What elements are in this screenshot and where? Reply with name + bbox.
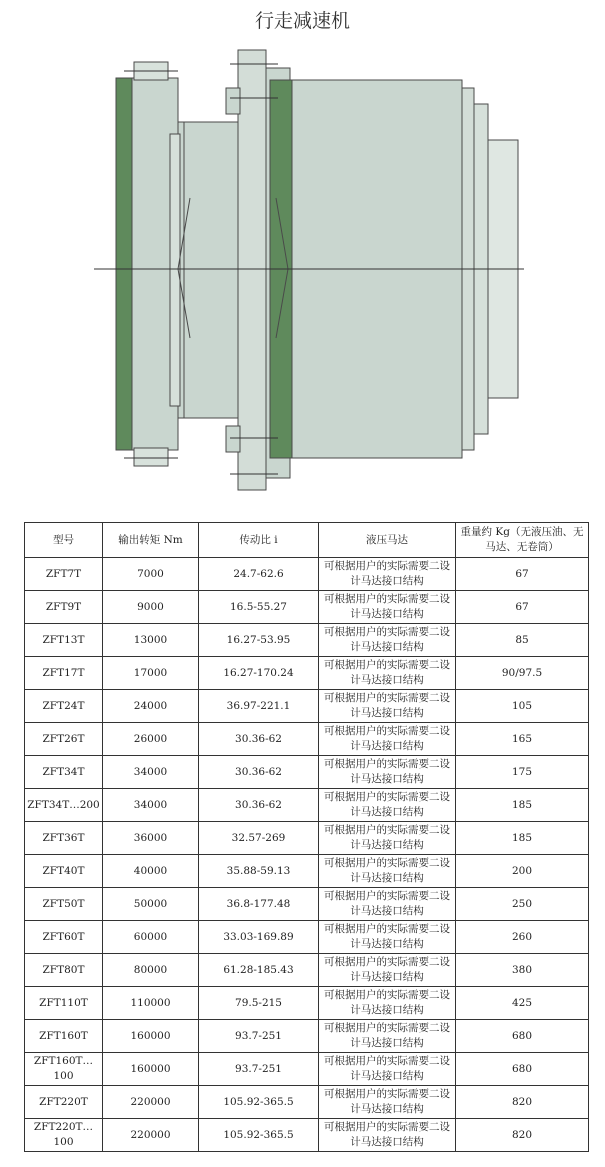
cell-ratio: 16.27-53.95 bbox=[199, 624, 319, 657]
cell-motor: 可根据用户的实际需要二设计马达接口结构 bbox=[319, 1053, 456, 1086]
cell-weight: 67 bbox=[456, 558, 589, 591]
cell-weight: 250 bbox=[456, 888, 589, 921]
table-row bbox=[25, 690, 589, 723]
cell-motor: 可根据用户的实际需要二设计马达接口结构 bbox=[319, 756, 456, 789]
cell-model: ZFT26T bbox=[25, 723, 103, 756]
gear-reducer-drawing bbox=[80, 38, 530, 498]
cell-model: ZFT80T bbox=[25, 954, 103, 987]
cell-motor: 可根据用户的实际需要二设计马达接口结构 bbox=[319, 657, 456, 690]
cell-weight: 820 bbox=[456, 1086, 589, 1119]
cell-torque: 17000 bbox=[103, 657, 199, 690]
cell-motor: 可根据用户的实际需要二设计马达接口结构 bbox=[319, 558, 456, 591]
table-row bbox=[25, 723, 589, 756]
table-header-row bbox=[25, 523, 589, 558]
cell-ratio: 35.88-59.13 bbox=[199, 855, 319, 888]
table-row bbox=[25, 987, 589, 1020]
cell-weight: 185 bbox=[456, 822, 589, 855]
cell-ratio: 93.7-251 bbox=[199, 1053, 319, 1086]
table-row bbox=[25, 822, 589, 855]
spec-table bbox=[24, 522, 589, 1152]
cell-torque: 80000 bbox=[103, 954, 199, 987]
page-title: 行走减速机 bbox=[254, 10, 350, 32]
table-row bbox=[25, 657, 589, 690]
cell-model: ZFT160T…100 bbox=[25, 1053, 103, 1086]
cell-torque: 34000 bbox=[103, 789, 199, 822]
cell-motor: 可根据用户的实际需要二设计马达接口结构 bbox=[319, 1119, 456, 1152]
cell-ratio: 36.97-221.1 bbox=[199, 690, 319, 723]
cell-torque: 34000 bbox=[103, 756, 199, 789]
cell-motor: 可根据用户的实际需要二设计马达接口结构 bbox=[319, 789, 456, 822]
table-row bbox=[25, 1053, 589, 1086]
cell-model: ZFT36T bbox=[25, 822, 103, 855]
cell-motor: 可根据用户的实际需要二设计马达接口结构 bbox=[319, 954, 456, 987]
table-row bbox=[25, 558, 589, 591]
cell-weight: 105 bbox=[456, 690, 589, 723]
cell-model: ZFT220T bbox=[25, 1086, 103, 1119]
cell-weight: 260 bbox=[456, 921, 589, 954]
cell-torque: 160000 bbox=[103, 1053, 199, 1086]
cell-torque: 7000 bbox=[103, 558, 199, 591]
cell-ratio: 61.28-185.43 bbox=[199, 954, 319, 987]
cell-ratio: 79.5-215 bbox=[199, 987, 319, 1020]
table-row bbox=[25, 789, 589, 822]
cell-torque: 13000 bbox=[103, 624, 199, 657]
header-model: 型号 bbox=[25, 523, 103, 558]
cell-torque: 36000 bbox=[103, 822, 199, 855]
cell-weight: 165 bbox=[456, 723, 589, 756]
table-row bbox=[25, 756, 589, 789]
cell-torque: 220000 bbox=[103, 1086, 199, 1119]
header-weight: 重量约 Kg（无液压油、无马达、无卷筒） bbox=[456, 523, 589, 558]
cell-model: ZFT13T bbox=[25, 624, 103, 657]
cell-ratio: 32.57-269 bbox=[199, 822, 319, 855]
cell-model: ZFT17T bbox=[25, 657, 103, 690]
cell-model: ZFT24T bbox=[25, 690, 103, 723]
cell-ratio: 30.36-62 bbox=[199, 756, 319, 789]
cell-torque: 9000 bbox=[103, 591, 199, 624]
cell-model: ZFT110T bbox=[25, 987, 103, 1020]
cell-motor: 可根据用户的实际需要二设计马达接口结构 bbox=[319, 987, 456, 1020]
cell-ratio: 33.03-169.89 bbox=[199, 921, 319, 954]
cell-torque: 60000 bbox=[103, 921, 199, 954]
header-torque: 输出转矩 Nm bbox=[103, 523, 199, 558]
table-row bbox=[25, 1086, 589, 1119]
cell-model: ZFT7T bbox=[25, 558, 103, 591]
table-row bbox=[25, 624, 589, 657]
cell-motor: 可根据用户的实际需要二设计马达接口结构 bbox=[319, 822, 456, 855]
cell-motor: 可根据用户的实际需要二设计马达接口结构 bbox=[319, 624, 456, 657]
cell-model: ZFT34T…200 bbox=[25, 789, 103, 822]
cell-motor: 可根据用户的实际需要二设计马达接口结构 bbox=[319, 1086, 456, 1119]
cell-weight: 820 bbox=[456, 1119, 589, 1152]
cell-motor: 可根据用户的实际需要二设计马达接口结构 bbox=[319, 1020, 456, 1053]
cell-weight: 200 bbox=[456, 855, 589, 888]
cell-model: ZFT9T bbox=[25, 591, 103, 624]
cell-motor: 可根据用户的实际需要二设计马达接口结构 bbox=[319, 591, 456, 624]
cell-ratio: 36.8-177.48 bbox=[199, 888, 319, 921]
cell-model: ZFT34T bbox=[25, 756, 103, 789]
table-row bbox=[25, 1020, 589, 1053]
header-ratio: 传动比 i bbox=[199, 523, 319, 558]
table-row bbox=[25, 591, 589, 624]
cell-weight: 175 bbox=[456, 756, 589, 789]
cell-ratio: 30.36-62 bbox=[199, 789, 319, 822]
table-row bbox=[25, 921, 589, 954]
cell-ratio: 105.92-365.5 bbox=[199, 1086, 319, 1119]
cell-torque: 40000 bbox=[103, 855, 199, 888]
table-row bbox=[25, 888, 589, 921]
cell-model: ZFT220T…100 bbox=[25, 1119, 103, 1152]
cell-torque: 160000 bbox=[103, 1020, 199, 1053]
cell-weight: 680 bbox=[456, 1020, 589, 1053]
cell-torque: 26000 bbox=[103, 723, 199, 756]
cell-weight: 185 bbox=[456, 789, 589, 822]
cell-model: ZFT160T bbox=[25, 1020, 103, 1053]
cell-torque: 220000 bbox=[103, 1119, 199, 1152]
cell-torque: 50000 bbox=[103, 888, 199, 921]
cell-motor: 可根据用户的实际需要二设计马达接口结构 bbox=[319, 690, 456, 723]
cell-model: ZFT60T bbox=[25, 921, 103, 954]
cell-ratio: 30.36-62 bbox=[199, 723, 319, 756]
cell-motor: 可根据用户的实际需要二设计马达接口结构 bbox=[319, 888, 456, 921]
cell-torque: 24000 bbox=[103, 690, 199, 723]
header-motor: 液压马达 bbox=[319, 523, 456, 558]
cell-ratio: 16.5-55.27 bbox=[199, 591, 319, 624]
table-row bbox=[25, 1119, 589, 1152]
table-row bbox=[25, 855, 589, 888]
cell-weight: 425 bbox=[456, 987, 589, 1020]
cell-weight: 90/97.5 bbox=[456, 657, 589, 690]
cell-ratio: 93.7-251 bbox=[199, 1020, 319, 1053]
cell-ratio: 16.27-170.24 bbox=[199, 657, 319, 690]
cell-ratio: 24.7-62.6 bbox=[199, 558, 319, 591]
cell-model: ZFT40T bbox=[25, 855, 103, 888]
cell-weight: 680 bbox=[456, 1053, 589, 1086]
cell-torque: 110000 bbox=[103, 987, 199, 1020]
cell-model: ZFT50T bbox=[25, 888, 103, 921]
cell-motor: 可根据用户的实际需要二设计马达接口结构 bbox=[319, 855, 456, 888]
cell-weight: 85 bbox=[456, 624, 589, 657]
cell-weight: 380 bbox=[456, 954, 589, 987]
table-row bbox=[25, 954, 589, 987]
cell-ratio: 105.92-365.5 bbox=[199, 1119, 319, 1152]
cell-motor: 可根据用户的实际需要二设计马达接口结构 bbox=[319, 723, 456, 756]
cell-motor: 可根据用户的实际需要二设计马达接口结构 bbox=[319, 921, 456, 954]
cell-weight: 67 bbox=[456, 591, 589, 624]
